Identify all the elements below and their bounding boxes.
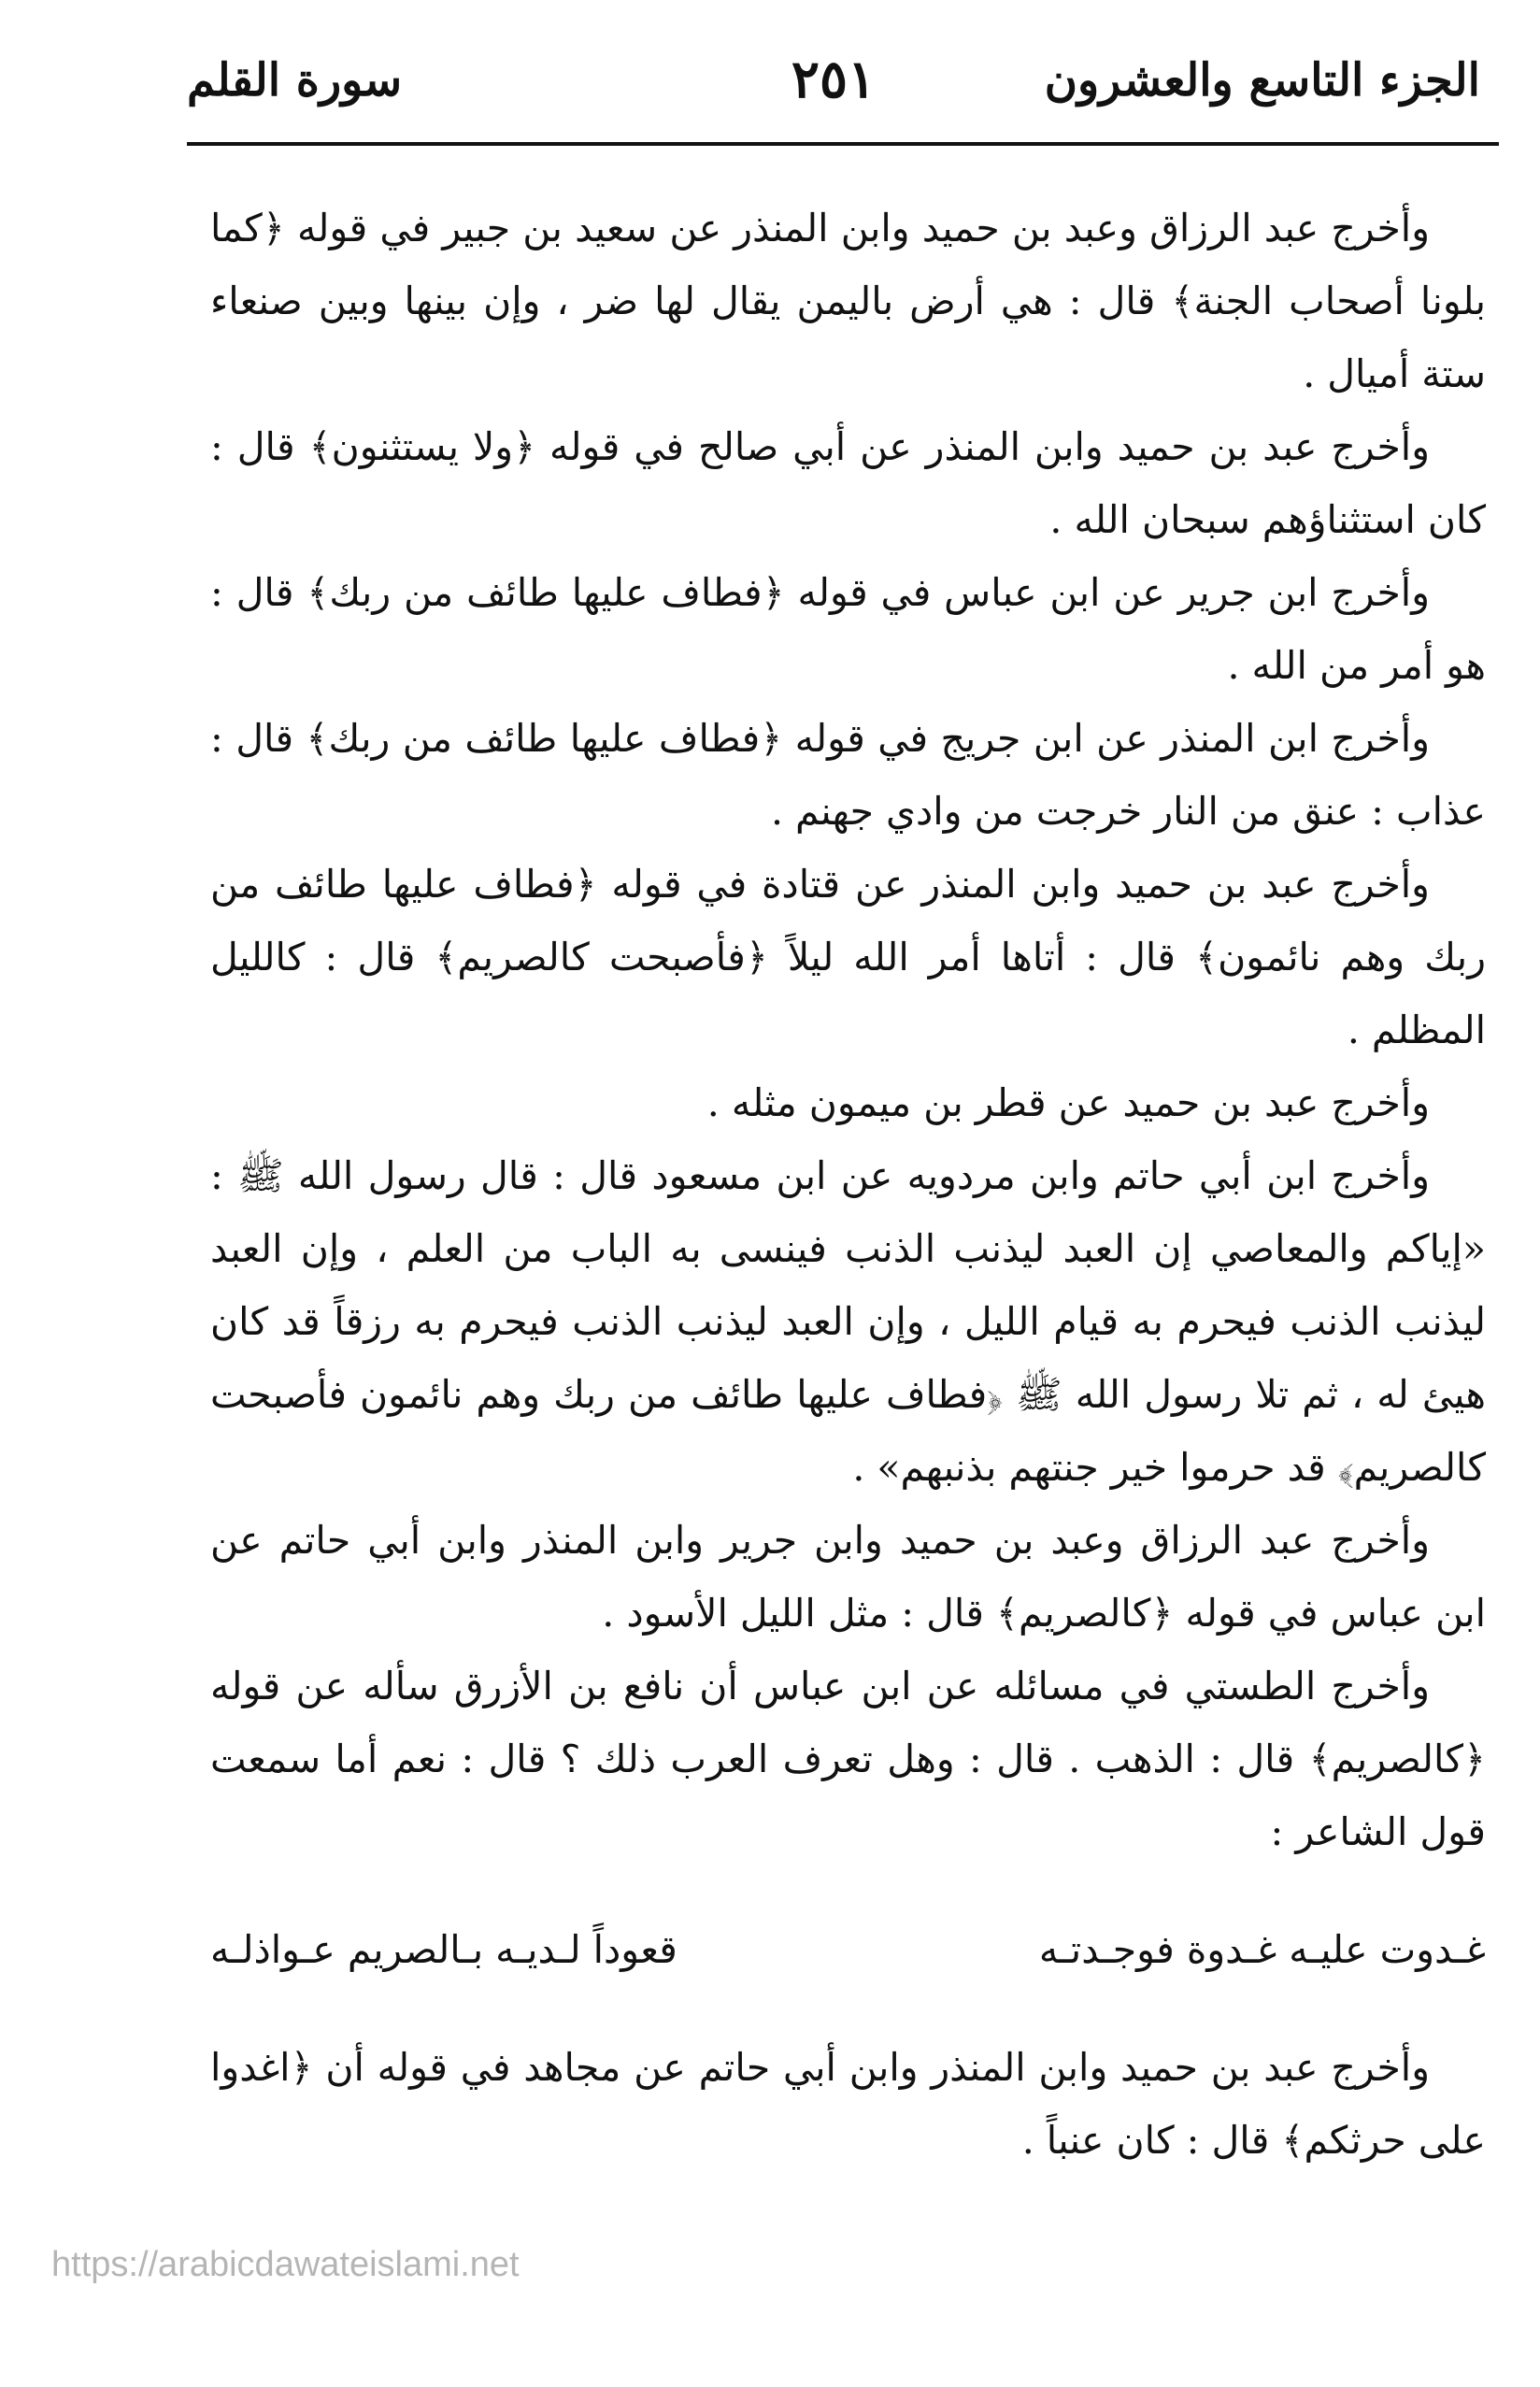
verse-second-hemistich: قعوداً لـديـه بـالصريم عـواذلـه bbox=[210, 1927, 677, 1972]
paragraph-7: وأخرج ابن أبي حاتم وابن مردويه عن ابن مسعود قال : قال رسول الله ﷺ : «إياكم والمعاصي إن العبد ليذنب الذنب فينسى به الباب من العلم ، وإن العبد ليذنب الذنب فيحرم به قيام الليل ، وإن العبد ليذنب الذنب فيحرم به رزقاً قد كان هيئ له ، ثم تلا رسول الله ﷺ ﴿فطاف عليها طائف من ربك وهم نائمون فأصبحت كالصريم﴾ قد حرموا خير جنتهم بذنبهم» . bbox=[210, 1153, 1486, 1490]
paragraph-2: وأخرج عبد بن حميد وابن المنذر عن أبي صالح في قوله ﴿ولا يستثنون﴾ قال : كان استثناؤهم سبحان الله . bbox=[210, 424, 1486, 542]
paragraph-6: وأخرج عبد بن حميد عن قطر بن ميمون مثله . bbox=[706, 1080, 1430, 1125]
page-header bbox=[187, 49, 1480, 133]
paragraph-closing: وأخرج عبد بن حميد وابن المنذر وابن أبي حاتم عن مجاهد في قوله أن ﴿اغدوا على حرثكم﴾ قال : كان عنباً . bbox=[210, 2045, 1486, 2163]
paragraph-8: وأخرج عبد الرزاق وعبد بن حميد وابن جرير وابن المنذر وابن أبي حاتم عن ابن عباس في قوله ﴿كالصريم﴾ قال : مثل الليل الأسود . bbox=[210, 1518, 1486, 1636]
paragraph-9: وأخرج الطستي في مسائله عن ابن عباس أن نافع بن الأزرق سأله عن قوله ﴿كالصريم﴾ قال : الذهب . قال : وهل تعرف العرب ذلك ؟ قال : نعم أما سمعت قول الشاعر : bbox=[210, 1664, 1486, 1854]
page-body bbox=[210, 192, 1486, 2177]
page-number: ٢٥١ bbox=[791, 49, 877, 110]
header-divider bbox=[187, 142, 1499, 146]
poetry-verse bbox=[210, 1913, 1486, 1986]
juz-title: الجزء التاسع والعشرون bbox=[1044, 54, 1480, 107]
paragraph-3: وأخرج ابن جرير عن ابن عباس في قوله ﴿فطاف عليها طائف من ربك﴾ قال : هو أمر من الله . bbox=[210, 570, 1486, 688]
paragraph-5: وأخرج عبد بن حميد وابن المنذر عن قتادة في قوله ﴿فطاف عليها طائف من ربك وهم نائمون﴾ قال : أتاها أمر الله ليلاً ﴿فأصبحت كالصريم﴾ قال : كالليل المظلم . bbox=[210, 862, 1486, 1052]
paragraph-4: وأخرج ابن المنذر عن ابن جريج في قوله ﴿فطاف عليها طائف من ربك﴾ قال : عذاب : عنق من النار خرجت من وادي جهنم . bbox=[210, 716, 1486, 834]
surah-title: سورة القلم bbox=[187, 54, 403, 107]
watermark-url: https://arabicdawateislami.net bbox=[51, 2245, 520, 2284]
verse-first-hemistich: غـدوت عليـه غـدوة فوجـدتـه bbox=[1038, 1927, 1486, 1972]
paragraph-1: وأخرج عبد الرزاق وعبد بن حميد وابن المنذر عن سعيد بن جبير في قوله ﴿كما بلونا أصحاب الجنة﴾ قال : هي أرض باليمن يقال لها ضر ، وإن بينها وبين صنعاء ستة أميال . bbox=[210, 206, 1486, 396]
